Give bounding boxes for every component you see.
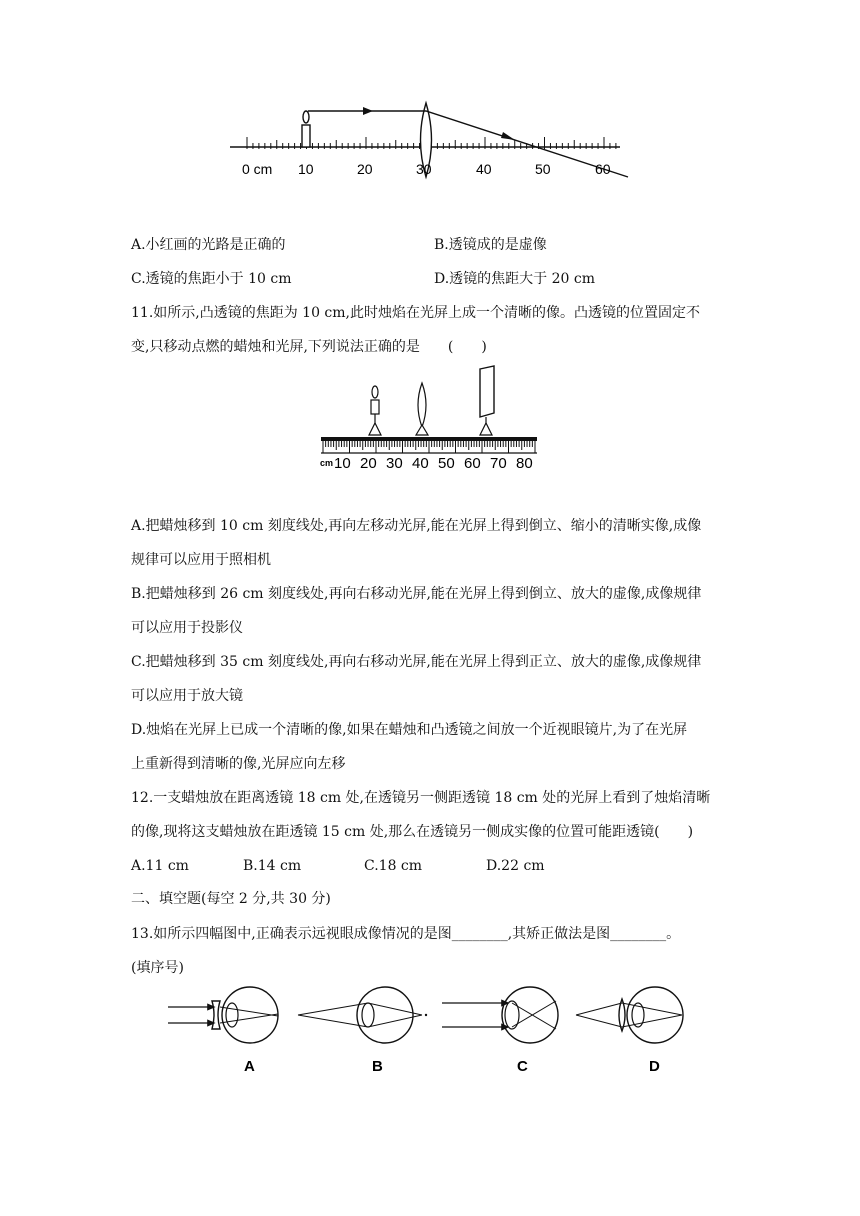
bench-label: 10	[334, 455, 351, 472]
eye-label-b: B	[372, 1058, 383, 1075]
q11-stem-line1: 11.如所示,凸透镜的焦距为 10 cm,此时烛焰在光屏上成一个清晰的像。凸透镜的位置固定不	[131, 305, 700, 321]
q12-option-c: C.18 cm	[364, 858, 423, 874]
eye-label-c: C	[517, 1058, 528, 1075]
q11-option-b-line2: 可以应用于投影仪	[131, 620, 243, 636]
eye-diagram-c	[442, 987, 558, 1043]
bench-label: 70	[490, 455, 507, 472]
eye-diagram-d	[576, 987, 683, 1043]
q11-option-a-line1: A.把蜡烛移到 10 cm 刻度线处,再向左移动光屏,能在光屏上得到倒立、缩小的清晰实像,成像	[131, 518, 702, 534]
q10-option-a: A.小红画的光路是正确的	[131, 237, 286, 253]
q11-option-a-line2: 规律可以应用于照相机	[131, 552, 271, 568]
eye-diagram-b	[298, 987, 427, 1043]
eye-diagram-a	[168, 987, 278, 1043]
bench-unit-label: cm	[320, 458, 334, 468]
ruler-label: 30	[416, 161, 432, 177]
bench-label: 30	[386, 455, 403, 472]
q10-option-b: B.透镜成的是虚像	[434, 237, 547, 253]
q12-option-b: B.14 cm	[243, 858, 302, 874]
lens-holder	[416, 383, 428, 435]
q13-stem-line2: (填序号)	[131, 960, 184, 976]
ruler-label: 0 cm	[242, 161, 273, 177]
bench-label: 50	[438, 455, 455, 472]
q12-option-a: A.11 cm	[131, 858, 189, 874]
ruler-label: 60	[595, 161, 611, 177]
candle-holder	[369, 386, 381, 435]
bench-label: 40	[412, 455, 429, 472]
ruler-label: 50	[535, 161, 551, 177]
optical-bench-diagram	[318, 365, 543, 475]
eye-diagrams	[160, 985, 700, 1080]
bench-label: 20	[360, 455, 377, 472]
ruler-label: 40	[476, 161, 492, 177]
q11-stem-line2: 变,只移动点燃的蜡烛和光屏,下列说法正确的是 ( )	[131, 339, 487, 355]
ruler-label: 10	[298, 161, 314, 177]
q11-option-b-line1: B.把蜡烛移到 26 cm 刻度线处,再向右移动光屏,能在光屏上得到倒立、放大的虚像,成像规律	[131, 586, 702, 602]
q12-option-d: D.22 cm	[486, 858, 545, 874]
q11-option-c-line2: 可以应用于放大镜	[131, 688, 243, 704]
q11-option-c-line1: C.把蜡烛移到 35 cm 刻度线处,再向右移动光屏,能在光屏上得到正立、放大的虚像,成像规律	[131, 654, 702, 670]
candle	[302, 125, 310, 147]
q13-stem-line1: 13.如所示四幅图中,正确表示远视眼成像情况的是图________,其矫正做法是图________。	[131, 926, 681, 942]
screen-holder	[480, 366, 494, 435]
section-heading: 二、填空题(每空 2 分,共 30 分)	[131, 891, 331, 907]
q11-option-d-line2: 上重新得到清晰的像,光屏应向左移	[131, 756, 346, 772]
ruler-label: 20	[357, 161, 373, 177]
candle-flame	[303, 111, 309, 123]
bench-label: 80	[516, 455, 533, 472]
lens-ray-diagram	[225, 95, 635, 185]
q10-option-c: C.透镜的焦距小于 10 cm	[131, 271, 292, 287]
eye-label-d: D	[649, 1058, 660, 1075]
bench-label: 60	[464, 455, 481, 472]
eye-label-a: A	[244, 1058, 255, 1075]
q10-option-d: D.透镜的焦距大于 20 cm	[434, 271, 596, 287]
q11-option-d-line1: D.烛焰在光屏上已成一个清晰的像,如果在蜡烛和凸透镜之间放一个近视眼镜片,为了在光屏	[131, 722, 688, 738]
q12-stem-line2: 的像,现将这支蜡烛放在距透镜 15 cm 处,那么在透镜另一侧成实像的位置可能距透镜( )	[131, 824, 694, 840]
q12-stem-line1: 12.一支蜡烛放在距离透镜 18 cm 处,在透镜另一侧距透镜 18 cm 处的光屏上看到了烛焰清晰	[131, 790, 711, 806]
